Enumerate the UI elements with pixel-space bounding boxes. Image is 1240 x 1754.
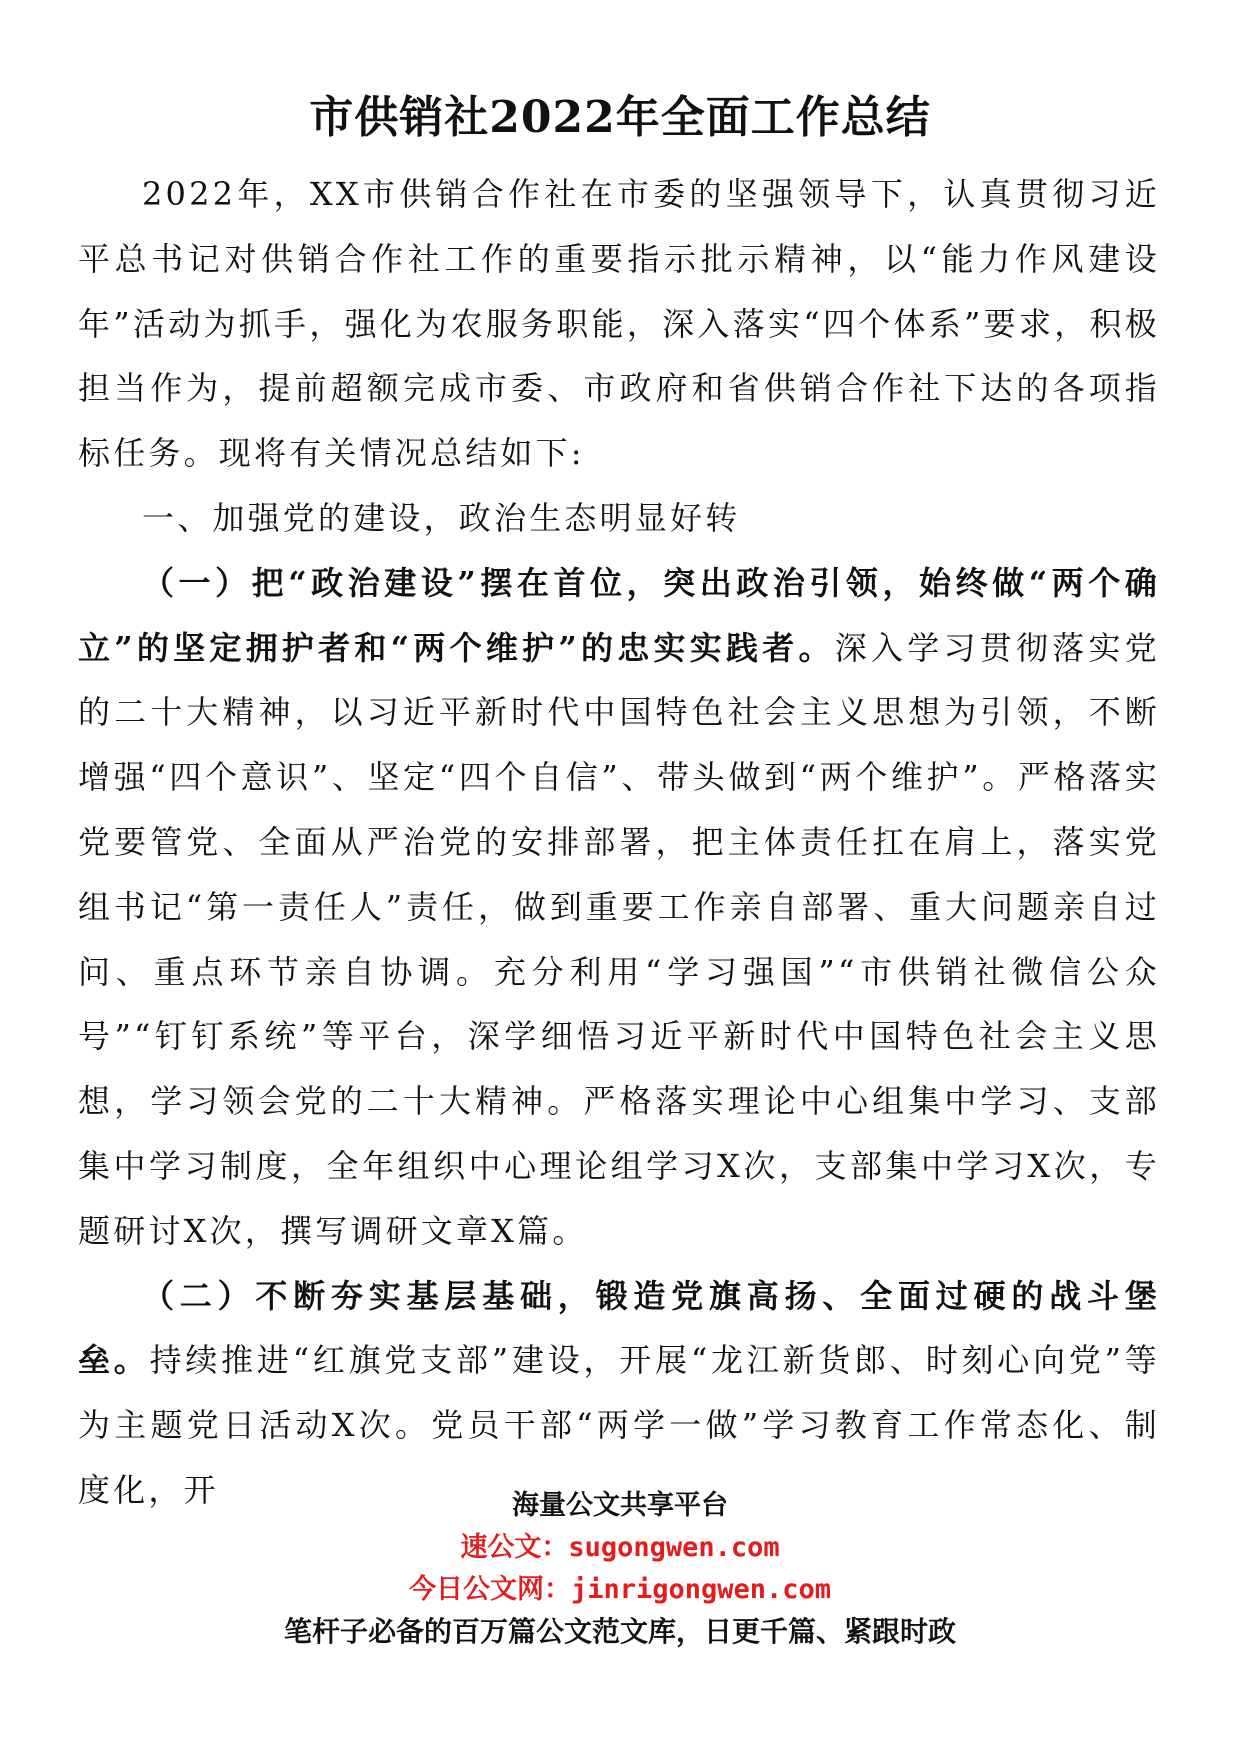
document-body	[78, 162, 1160, 1523]
item-1-paragraph	[78, 551, 1160, 1264]
footer-site-1-name: 速公文：	[460, 1532, 569, 1563]
intro-paragraph: 2022年，XX市供销合作社在市委的坚强领导下，认真贯彻习近平总书记对供销合作社工作的重要指示批示精神，以“能力作风建设年”活动为抓手，强化为农服务职能，深入落实“四个体系”要求，积极担当作为，提前超额完成市委、市政府和省供销合作社下达的各项指标任务。现将有关情况总结如下:	[78, 175, 1160, 473]
item-1-body: 深入学习贯彻落实党的二十大精神，以习近平新时代中国特色社会主义思想为引领，不断增强“四个意识”、坚定“四个自信”、带头做到“两个维护”。严格落实党要管党、全面从严治党的安排部署，把主体责任扛在肩上，落实党组书记“第一责任人”责任，做到重要工作亲自部署、重大问题亲自过问、重点环节亲自协调。充分利用“学习强国”“市供销社微信公众号”“钉钉系统”等平台，深学细悟习近平新时代中国特色社会主义思想，学习领会党的二十大精神。严格落实理论中心组集中学习、支部集中学习制度，全年组织中心理论组学习X次，支部集中学习X次，专题研讨X次，撰写调研文章X篇。	[78, 628, 1160, 1250]
footer-site-1[interactable]	[0, 1527, 1240, 1569]
item-2-lead: （二）不断夯实基层基础，锻造党旗高扬、全面过硬的战斗堡垒。	[78, 1276, 1160, 1380]
section-heading: 一、加强党的建设，政治生态明显好转	[142, 498, 741, 537]
footer-slogan: 笔杆子必备的百万篇公文范文库，日更千篇、紧跟时政	[283, 1615, 956, 1648]
document-title: 市供销社2022年全面工作总结	[309, 92, 931, 143]
item-2-paragraph	[78, 1264, 1160, 1523]
item-1-lead: （一）把“政治建设”摆在首位，突出政治引领，始终做“两个确立”的坚定拥护者和“两个维护”的忠实实践者。	[78, 563, 1160, 667]
item-2-body: 持续推进“红旗党支部”建设，开展“龙江新货郎、时刻心向党”等为主题党日活动X次。党员干部“两学一做”学习教育工作常态化、制度化，开	[78, 1341, 1160, 1509]
footer-platform: 海量公文共享平台	[512, 1490, 728, 1521]
footer-banner	[0, 1485, 1240, 1653]
footer-site-1-url[interactable]: sugongwen.com	[568, 1532, 780, 1563]
footer-site-2[interactable]	[0, 1569, 1240, 1611]
footer-site-2-url[interactable]: jinrigongwen.com	[570, 1574, 832, 1605]
footer-site-2-name: 今日公文网：	[408, 1574, 571, 1605]
